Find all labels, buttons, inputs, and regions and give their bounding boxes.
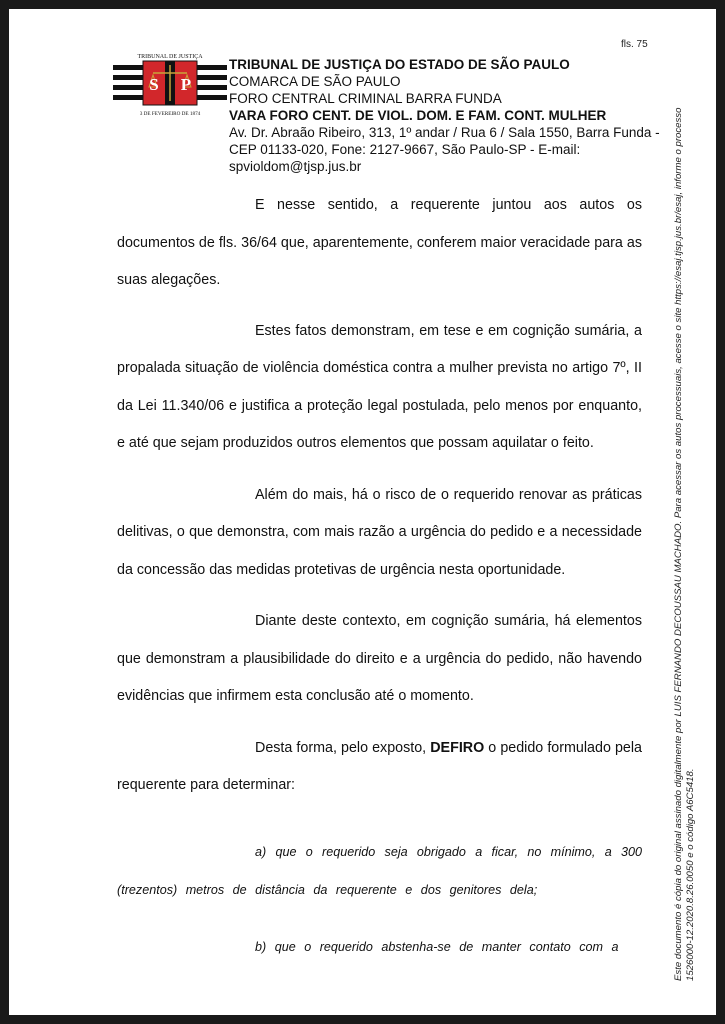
document-page [9,9,716,1015]
digital-signature-note [673,61,697,981]
crest-bottom-text: 3 DE FEVEREIRO DE 1874 [139,111,201,117]
decision-keyword: DEFIRO [430,739,485,756]
foro-name: FORO CENTRAL CRIMINAL BARRA FUNDA [229,91,502,106]
document-body [117,187,642,966]
paragraph: Diante deste contexto, em cognição sumária, há elementos que demonstram a plausibilidade do direito e a urgência do pedido, não havendo evidências que infirmem esta conclusão até o momento. [117,613,642,704]
decision-text-after: o pedido formulado pela requerente para determinar: [117,739,642,793]
paragraph: E nesse sentido, a requerente juntou aos autos os documentos de fls. 36/64 que, aparentemente, conferem maior veracidade para as suas alegações. [117,197,642,288]
crest-top-text: TRIBUNAL DE JUSTIÇA [137,54,203,60]
crest-letter-p: P [180,75,192,94]
court-address: Av. Dr. Abraão Ribeiro, 313, 1º andar / Rua 6 / Sala 1550, Barra Funda - CEP 01133-020, Fone: 2127-9667, São Paulo-SP - E-mail: spvioldom@tjsp.jus.br [229,125,660,174]
decision-text-before: Desta forma, pelo exposto, [255,739,431,756]
vara-name: VARA FORO CENT. DE VIOL. DOM. E FAM. CONT. MULHER [229,108,607,123]
measure-item-b: b) que o requerido abstenha-se de manter contato com a [255,939,619,954]
crest-letter-s: S [149,75,159,94]
comarca-name: COMARCA DE SÃO PAULO [229,74,401,89]
page-number: fls. 75 [621,39,648,50]
paragraph: Além do mais, há o risco de o requerido renovar as práticas delitivas, o que demonstra, com mais razão a urgência do pedido e a necessidade da concessão das medidas protetivas de urgência nesta oportunidade. [117,486,642,578]
measure-item-a: a) que o requerido seja obrigado a ficar, no mínimo, a 300 (trezentos) metros de distância da requerente e dos genitores dela; [117,844,642,897]
signature-note-line-1: Este documento é cópia do original assinado digitalmente por LUIS FERNANDO DECOUSSAU MACHADO. Para acessar os autos processuais, acesse o site https://esaj.tjsp.jus.br/esaj, informe o processo [673,107,684,981]
court-name: TRIBUNAL DE JUSTIÇA DO ESTADO DE SÃO PAULO [229,57,570,72]
court-header [229,56,669,175]
paragraph: Estes fatos demonstram, em tese e em cognição sumária, a propalada situação de violência doméstica contra a mulher prevista no artigo 7º, II da Lei 11.340/06 e justifica a proteção legal postulada, pelo menos por enquanto, e até que sejam produzidos outros elementos que possam aquilatar o feito. [117,322,642,451]
signature-note-line-2: 1526000-12.2020.8.26.0050 e o código A6C5418. [685,768,696,981]
decision-paragraph [117,730,642,805]
tjsp-crest-logo [113,49,227,121]
